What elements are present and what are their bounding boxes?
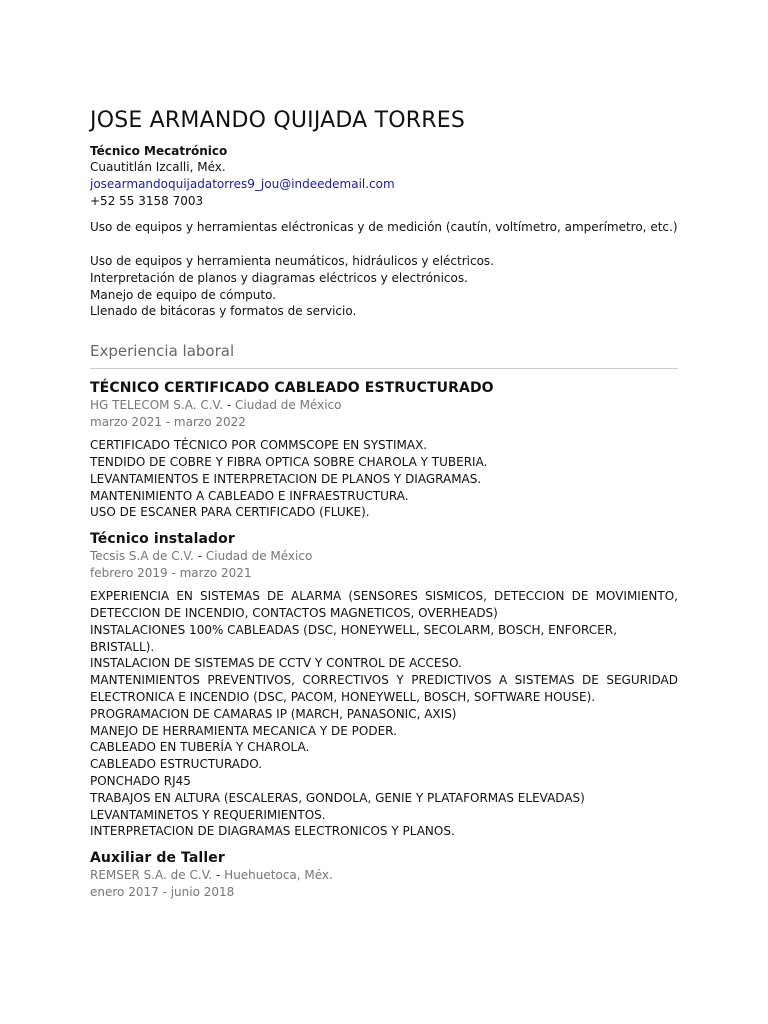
summary-line: Manejo de equipo de cómputo. <box>90 287 277 302</box>
job-company: REMSER S.A. de C.V. <box>90 868 213 883</box>
job-company-line <box>90 548 678 565</box>
job-desc-line: TRABAJOS EN ALTURA (ESCALERAS, GONDOLA, GENIE Y PLATAFORMAS ELEVADAS) <box>90 790 585 805</box>
job-company: HG TELECOM S.A. C.V. <box>90 398 224 413</box>
job-entry <box>90 379 678 521</box>
job-company: Tecsis S.A de C.V. <box>90 549 194 564</box>
job-desc-line: MANTENIMIENTOS PREVENTIVOS, CORRECTIVOS Y PREDICTIVOS A SISTEMAS DE SEGURIDAD ELECTRONICA E INCENDIO (DSC, PACOM, HONEYWELL, BOSCH, SOFTWARE HOUSE). <box>90 673 678 704</box>
job-entry <box>90 530 678 840</box>
job-desc-line: INSTALACION DE SISTEMAS DE CCTV Y CONTROL DE ACCESO. <box>90 656 462 671</box>
summary-line: Interpretación de planos y diagramas eléctricos y electrónicos. <box>90 270 468 285</box>
summary-line: Uso de equipos y herramienta neumáticos, hidráulicos y eléctricos. <box>90 253 494 268</box>
candidate-phone: +52 55 3158 7003 <box>90 193 204 208</box>
job-title: Técnico instalador <box>90 531 235 548</box>
job-desc-line: MANEJO DE HERRAMIENTA MECANICA Y DE PODER. <box>90 723 397 738</box>
job-city: Huehuetoca, Méx. <box>224 868 333 883</box>
job-desc-line: PROGRAMACION DE CAMARAS IP (MARCH, PANASONIC, AXIS) <box>90 706 457 721</box>
job-desc-line: CABLEADO ESTRUCTURADO. <box>90 757 263 772</box>
experience-section-title: Experiencia laboral <box>90 341 678 369</box>
job-title: TÉCNICO CERTIFICADO CABLEADO ESTRUCTURADO <box>90 380 494 397</box>
job-entry <box>90 849 678 900</box>
candidate-name: JOSE ARMANDO QUIJADA TORRES <box>90 108 465 133</box>
job-dates: enero 2017 - junio 2018 <box>90 884 235 899</box>
job-company-line <box>90 867 678 884</box>
job-desc-line: CABLEADO EN TUBERÍA Y CHAROLA. <box>90 740 310 755</box>
job-separator: - <box>197 549 203 564</box>
job-desc-line: LEVANTAMINETOS Y REQUERIMIENTOS. <box>90 807 326 822</box>
candidate-location: Cuautitlán Izcalli, Méx. <box>90 160 226 174</box>
job-desc-line: EXPERIENCIA EN SISTEMAS DE ALARMA (SENSORES SISMICOS, DETECCION DE MOVIMIENTO, DETECCION DE INCENDIO, CONTACTOS MAGNETICOS, OVERHEADS) <box>90 589 678 620</box>
job-desc-line: PONCHADO RJ45 <box>90 773 191 788</box>
job-dates: marzo 2021 - marzo 2022 <box>90 414 246 429</box>
job-desc-line: INSTALACIONES 100% CABLEADAS (DSC, HONEYWELL, SECOLARM, BOSCH, ENFORCER, BRISTALL). <box>90 622 617 654</box>
job-city: Ciudad de México <box>235 398 342 413</box>
job-description <box>90 588 678 840</box>
job-desc-line: LEVANTAMIENTOS E INTERPRETACION DE PLANOS Y DIAGRAMAS. <box>90 471 482 486</box>
summary-section <box>90 219 678 320</box>
job-description <box>90 437 678 521</box>
job-separator: - <box>226 398 232 413</box>
job-desc-line: CERTIFICADO TÉCNICO POR COMMSCOPE EN SYSTIMAX. <box>90 438 428 453</box>
job-desc-line: INTERPRETACION DE DIAGRAMAS ELECTRONICOS Y PLANOS. <box>90 824 455 839</box>
job-dates: febrero 2019 - marzo 2021 <box>90 565 252 580</box>
job-desc-line: MANTENIMIENTO A CABLEADO E INFRAESTRUCTURA. <box>90 488 409 503</box>
candidate-email-link[interactable]: josearmandoquijadatorres9_jou@indeedemail.com <box>90 176 395 191</box>
job-company-line <box>90 397 678 414</box>
job-title: Auxiliar de Taller <box>90 850 225 867</box>
job-desc-line: USO DE ESCANER PARA CERTIFICADO (FLUKE). <box>90 505 370 520</box>
job-separator: - <box>216 868 221 883</box>
summary-line: Uso de equipos y herramientas eléctronicas y de medición (cautín, voltímetro, amperímetro, etc.) <box>90 220 678 235</box>
job-desc-line: TENDIDO DE COBRE Y FIBRA OPTICA SOBRE CHAROLA Y TUBERIA. <box>90 454 488 469</box>
summary-line: Llenado de bitácoras y formatos de servicio. <box>90 304 357 319</box>
job-city: Ciudad de México <box>205 549 313 564</box>
candidate-role: Técnico Mecatrónico <box>90 144 228 158</box>
